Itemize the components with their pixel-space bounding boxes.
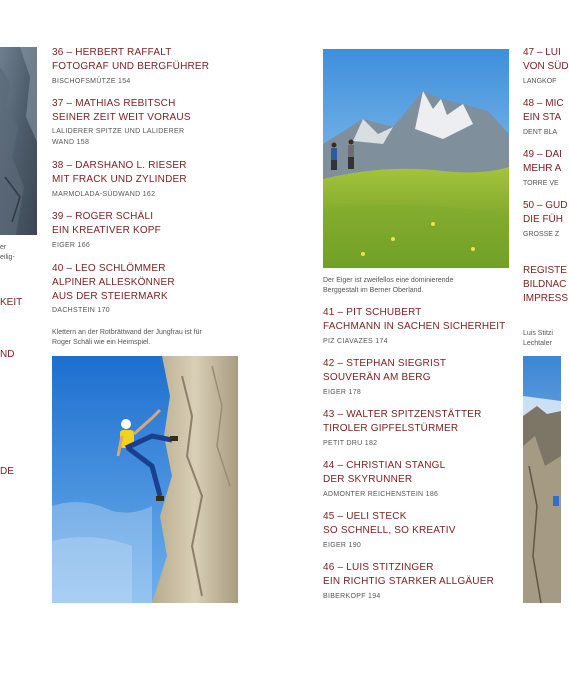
entry-title: 43 – WALTER SPITZENSTÄTTER xyxy=(323,409,482,420)
entry-subtitle: SO SCHNELL, SO KREATIV xyxy=(323,525,456,536)
entry-title: 40 – LEO SCHLÖMMER xyxy=(52,263,166,274)
photo-caption-left-2: Roger Schäli wie ein Heimspiel. xyxy=(52,339,151,346)
entry-subtitle: EIN RICHTIG STARKER ALLGÄUER xyxy=(323,576,495,587)
entry-location: LANGKOF xyxy=(523,78,557,85)
entry-subtitle-2: AUS DER STEIERMARK xyxy=(52,291,168,302)
entry-title: 38 – DARSHANO L. RIESER xyxy=(52,160,187,171)
photo-caption-right-1: Luis Stitzi xyxy=(523,330,553,337)
entry-subtitle: SOUVERÄN AM BERG xyxy=(323,372,431,383)
entry-subtitle: DIE FÜH xyxy=(523,214,563,225)
entry-subtitle: VON SÜD xyxy=(523,61,569,72)
entry-title: 46 – LUIS STITZINGER xyxy=(323,562,434,573)
entry-location: PETIT DRU 182 xyxy=(323,440,378,447)
bildnachweis-heading: BILDNAC xyxy=(523,279,567,290)
entry-subtitle: FACHMANN IN SACHEN SICHERHEIT xyxy=(323,321,506,332)
entry-title: 37 – MATHIAS REBITSCH xyxy=(52,98,176,109)
entry-location: LALIDERER SPITZE UND LALIDERER xyxy=(52,128,185,135)
entry-location: EIGER 166 xyxy=(52,242,91,249)
climber-photo xyxy=(52,356,238,603)
entry-location: BISCHOFSMÜTZE 154 xyxy=(52,78,131,85)
entry-subtitle: FOTOGRAF UND BERGFÜHRER xyxy=(52,61,210,72)
photo-caption-right-2: Lechtaler xyxy=(523,340,552,347)
photo-caption-left-1: Klettern an der Rotbrättwand der Jungfrau ist für xyxy=(52,329,202,336)
entry-location: TORRE VE xyxy=(523,180,559,187)
fragment-title-3: DE xyxy=(0,466,14,477)
entry-title: 48 – MIC xyxy=(523,98,564,109)
impressum-heading: IMPRESS xyxy=(523,293,569,304)
entry-title: 47 – LUI xyxy=(523,47,561,58)
entry-subtitle: MIT FRACK UND ZYLINDER xyxy=(52,174,187,185)
entry-location-2: WAND 158 xyxy=(52,139,90,146)
entry-title: 42 – STEPHAN SIEGRIST xyxy=(323,358,447,369)
rock-face-photo-left-edge xyxy=(0,47,37,235)
entry-title: 36 – HERBERT RAFFALT xyxy=(52,47,172,58)
photo-caption-middle-2: Berggestalt im Berner Oberland. xyxy=(323,287,424,294)
entry-subtitle: EIN KREATIVER KOPF xyxy=(52,225,161,236)
entry-title: 45 – UELI STECK xyxy=(323,511,407,522)
photo-caption-middle-1: Der Eiger ist zweifellos eine dominierende xyxy=(323,277,454,284)
entry-subtitle: MEHR A xyxy=(523,163,562,174)
entry-location: MARMOLADA-SÜDWAND 162 xyxy=(52,191,156,198)
entry-title: 41 – PIT SCHUBERT xyxy=(323,307,422,318)
entry-subtitle: DER SKYRUNNER xyxy=(323,474,413,485)
entry-title: 49 – DAI xyxy=(523,149,562,160)
entry-location: BIBERKOPF 194 xyxy=(323,593,381,600)
entry-location: GROSSE Z xyxy=(523,231,560,238)
entry-title: 50 – GUD xyxy=(523,200,568,211)
entry-subtitle: TIROLER GIPFELSTÜRMER xyxy=(323,423,459,434)
mountain-photo-right-edge xyxy=(523,356,561,603)
entry-location: EIGER 190 xyxy=(323,542,362,549)
register-heading: REGISTE xyxy=(523,265,567,276)
entry-subtitle: ALPINER ALLESKÖNNER xyxy=(52,277,175,288)
fragment-caption-2: eilig- xyxy=(0,254,15,261)
entry-location: ADMONTER REICHENSTEIN 186 xyxy=(323,491,439,498)
fragment-title-1: KEIT xyxy=(0,297,23,308)
fragment-title-2: ND xyxy=(0,349,15,360)
fragment-caption-1: er xyxy=(0,244,7,251)
entry-subtitle: SEINER ZEIT WEIT VORAUS xyxy=(52,112,191,123)
eiger-hikers-photo xyxy=(323,49,509,268)
entry-title: 44 – CHRISTIAN STANGL xyxy=(323,460,446,471)
entry-location: DENT BLA xyxy=(523,129,558,136)
entry-subtitle: EIN STA xyxy=(523,112,562,123)
entry-location: DACHSTEIN 170 xyxy=(52,307,110,314)
entry-title: 39 – ROGER SCHÄLI xyxy=(52,211,154,222)
entry-location: EIGER 178 xyxy=(323,389,362,396)
entry-location: PIZ CIAVAZES 174 xyxy=(323,338,388,345)
